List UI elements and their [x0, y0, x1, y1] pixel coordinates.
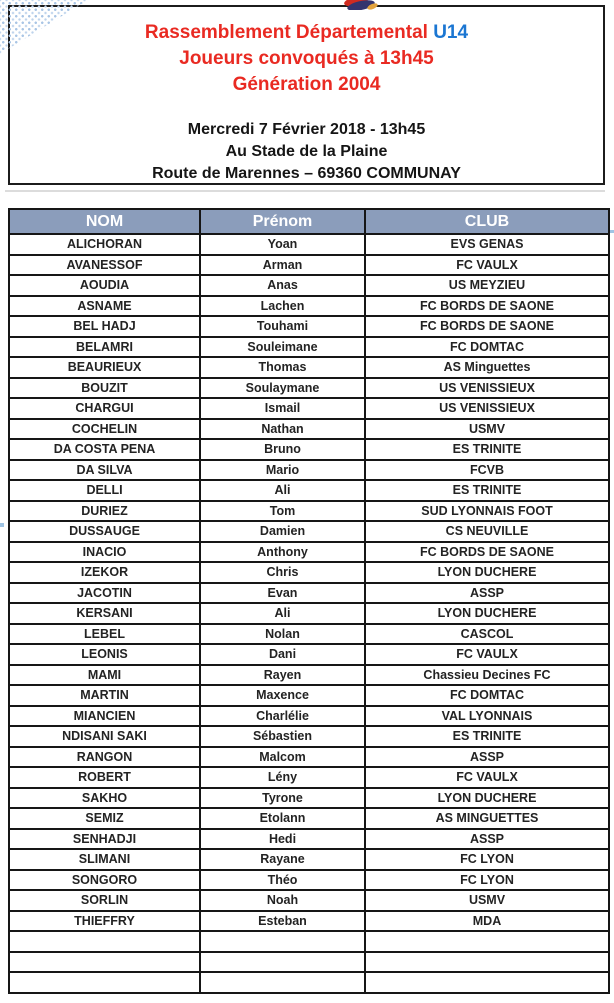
table-cell: FC BORDS DE SAONE — [365, 542, 609, 563]
table-cell: US VENISSIEUX — [365, 398, 609, 419]
table-cell: Evan — [200, 583, 365, 604]
table-cell: Ali — [200, 480, 365, 501]
table-cell: SLIMANI — [9, 849, 200, 870]
player-row — [9, 685, 609, 706]
table-cell — [365, 972, 609, 993]
table-cell: FC VAULX — [365, 644, 609, 665]
table-cell: Ali — [200, 603, 365, 624]
table-cell: BOUZIT — [9, 378, 200, 399]
table-cell: FC BORDS DE SAONE — [365, 316, 609, 337]
table-cell — [365, 931, 609, 952]
table-cell: SEMIZ — [9, 808, 200, 829]
table-cell: Lachen — [200, 296, 365, 317]
table-cell: Souleimane — [200, 337, 365, 358]
table-cell: FC LYON — [365, 870, 609, 891]
table-cell: Ismail — [200, 398, 365, 419]
table-cell: ASNAME — [9, 296, 200, 317]
table-cell: Etolann — [200, 808, 365, 829]
table-cell: US MEYZIEU — [365, 275, 609, 296]
table-cell: Hedi — [200, 829, 365, 850]
table-cell: Malcom — [200, 747, 365, 768]
league-ribbon-logo-icon — [344, 0, 380, 10]
table-cell: ES TRINITE — [365, 726, 609, 747]
table-cell: Bruno — [200, 439, 365, 460]
table-cell: AVANESSOF — [9, 255, 200, 276]
player-row — [9, 767, 609, 788]
table-cell: Théo — [200, 870, 365, 891]
table-cell: FC VAULX — [365, 767, 609, 788]
player-row — [9, 337, 609, 358]
player-row — [9, 398, 609, 419]
table-cell: USMV — [365, 890, 609, 911]
table-cell: FCVB — [365, 460, 609, 481]
player-row — [9, 542, 609, 563]
rally-title — [10, 20, 603, 46]
table-cell: Nathan — [200, 419, 365, 440]
table-cell: DELLI — [9, 480, 200, 501]
table-cell: KERSANI — [9, 603, 200, 624]
player-row — [9, 911, 609, 932]
date-line: Mercredi 7 Février 2018 - 13h45 — [187, 121, 426, 138]
table-cell: DURIEZ — [9, 501, 200, 522]
table-cell: Rayen — [200, 665, 365, 686]
player-row — [9, 890, 609, 911]
player-row — [9, 275, 609, 296]
table-cell: DUSSAUGE — [9, 521, 200, 542]
table-header-row — [9, 209, 609, 234]
venue-line: Au Stade de la Plaine — [225, 143, 388, 160]
table-cell: Soulaymane — [200, 378, 365, 399]
table-cell: BELAMRI — [9, 337, 200, 358]
table-cell: Rayane — [200, 849, 365, 870]
player-row — [9, 870, 609, 891]
table-cell: THIEFFRY — [9, 911, 200, 932]
table-cell: MDA — [365, 911, 609, 932]
scan-shadow-line — [5, 190, 605, 192]
table-cell: Damien — [200, 521, 365, 542]
table-cell: IZEKOR — [9, 562, 200, 583]
table-cell: Lény — [200, 767, 365, 788]
column-header-nom: NOM — [9, 209, 200, 234]
player-row — [9, 521, 609, 542]
table-cell: Mario — [200, 460, 365, 481]
player-row — [9, 644, 609, 665]
table-cell: MAMI — [9, 665, 200, 686]
table-cell: Tyrone — [200, 788, 365, 809]
table-cell: EVS GENAS — [365, 234, 609, 255]
header-red-lines — [10, 20, 603, 98]
empty-table-row — [9, 952, 609, 973]
table-cell: USMV — [365, 419, 609, 440]
table-cell: FC DOMTAC — [365, 337, 609, 358]
player-row — [9, 562, 609, 583]
table-cell: Arman — [200, 255, 365, 276]
player-row — [9, 624, 609, 645]
convocation-header-box — [8, 5, 605, 185]
player-row — [9, 357, 609, 378]
generation-line: Génération 2004 — [232, 74, 381, 95]
table-cell: LYON DUCHERE — [365, 603, 609, 624]
table-cell: AS Minguettes — [365, 357, 609, 378]
table-cell: Yoan — [200, 234, 365, 255]
table-cell — [9, 972, 200, 993]
table-cell: Noah — [200, 890, 365, 911]
player-row — [9, 747, 609, 768]
player-row — [9, 316, 609, 337]
table-cell — [9, 931, 200, 952]
player-row — [9, 480, 609, 501]
table-cell: SONGORO — [9, 870, 200, 891]
table-cell: JACOTIN — [9, 583, 200, 604]
table-cell: Thomas — [200, 357, 365, 378]
table-cell: BEAURIEUX — [9, 357, 200, 378]
player-row — [9, 419, 609, 440]
table-cell: Charlélie — [200, 706, 365, 727]
table-cell: Chassieu Decines FC — [365, 665, 609, 686]
player-row — [9, 296, 609, 317]
table-cell: CHARGUI — [9, 398, 200, 419]
table-cell: CS NEUVILLE — [365, 521, 609, 542]
player-row — [9, 829, 609, 850]
player-row — [9, 255, 609, 276]
empty-table-row — [9, 972, 609, 993]
player-row — [9, 808, 609, 829]
table-cell: ES TRINITE — [365, 439, 609, 460]
table-cell: SENHADJI — [9, 829, 200, 850]
table-cell — [200, 931, 365, 952]
table-cell: LYON DUCHERE — [365, 788, 609, 809]
table-cell: AOUDIA — [9, 275, 200, 296]
table-cell: MIANCIEN — [9, 706, 200, 727]
player-row — [9, 439, 609, 460]
table-cell — [365, 952, 609, 973]
table-cell: ROBERT — [9, 767, 200, 788]
table-cell: Dani — [200, 644, 365, 665]
table-cell: Sébastien — [200, 726, 365, 747]
player-row — [9, 788, 609, 809]
table-cell: Touhami — [200, 316, 365, 337]
table-cell: Maxence — [200, 685, 365, 706]
player-row — [9, 378, 609, 399]
table-cell — [200, 972, 365, 993]
table-cell — [200, 952, 365, 973]
table-cell: DA COSTA PENA — [9, 439, 200, 460]
table-cell: Nolan — [200, 624, 365, 645]
table-cell: LYON DUCHERE — [365, 562, 609, 583]
table-cell: SUD LYONNAIS FOOT — [365, 501, 609, 522]
player-row — [9, 583, 609, 604]
rally-title-text: Rassemblement Départemental — [144, 22, 428, 43]
column-header-prenom: Prénom — [200, 209, 365, 234]
scan-artifact-tick — [0, 523, 4, 527]
table-cell: FC DOMTAC — [365, 685, 609, 706]
table-cell: ASSP — [365, 583, 609, 604]
table-cell: US VENISSIEUX — [365, 378, 609, 399]
table-cell: Esteban — [200, 911, 365, 932]
table-cell: INACIO — [9, 542, 200, 563]
table-cell: ASSP — [365, 829, 609, 850]
player-row — [9, 665, 609, 686]
table-cell: Anas — [200, 275, 365, 296]
table-cell: CASCOL — [365, 624, 609, 645]
player-row — [9, 849, 609, 870]
table-cell: SORLIN — [9, 890, 200, 911]
table-cell: FC LYON — [365, 849, 609, 870]
column-header-club: CLUB — [365, 209, 609, 234]
table-cell: SAKHO — [9, 788, 200, 809]
player-row — [9, 726, 609, 747]
table-cell: LEBEL — [9, 624, 200, 645]
table-cell: Anthony — [200, 542, 365, 563]
empty-table-row — [9, 931, 609, 952]
table-cell: DA SILVA — [9, 460, 200, 481]
table-cell: Chris — [200, 562, 365, 583]
table-cell: COCHELIN — [9, 419, 200, 440]
category-label: U14 — [433, 22, 469, 43]
table-cell: ASSP — [365, 747, 609, 768]
table-cell: MARTIN — [9, 685, 200, 706]
table-cell: RANGON — [9, 747, 200, 768]
table-cell: AS MINGUETTES — [365, 808, 609, 829]
table-cell: ALICHORAN — [9, 234, 200, 255]
convocation-time-line: Joueurs convoqués à 13h45 — [179, 48, 434, 69]
table-cell: LEONIS — [9, 644, 200, 665]
player-row — [9, 460, 609, 481]
player-row — [9, 706, 609, 727]
player-row — [9, 234, 609, 255]
table-cell: FC BORDS DE SAONE — [365, 296, 609, 317]
table-cell — [9, 952, 200, 973]
table-cell: Tom — [200, 501, 365, 522]
table-cell: NDISANI SAKI — [9, 726, 200, 747]
player-row — [9, 501, 609, 522]
table-cell: FC VAULX — [365, 255, 609, 276]
player-row — [9, 603, 609, 624]
table-cell: VAL LYONNAIS — [365, 706, 609, 727]
players-table — [8, 208, 610, 994]
address-line: Route de Marennes – 69360 COMMUNAY — [152, 165, 461, 182]
header-black-lines — [10, 119, 603, 185]
table-cell: BEL HADJ — [9, 316, 200, 337]
table-cell: ES TRINITE — [365, 480, 609, 501]
